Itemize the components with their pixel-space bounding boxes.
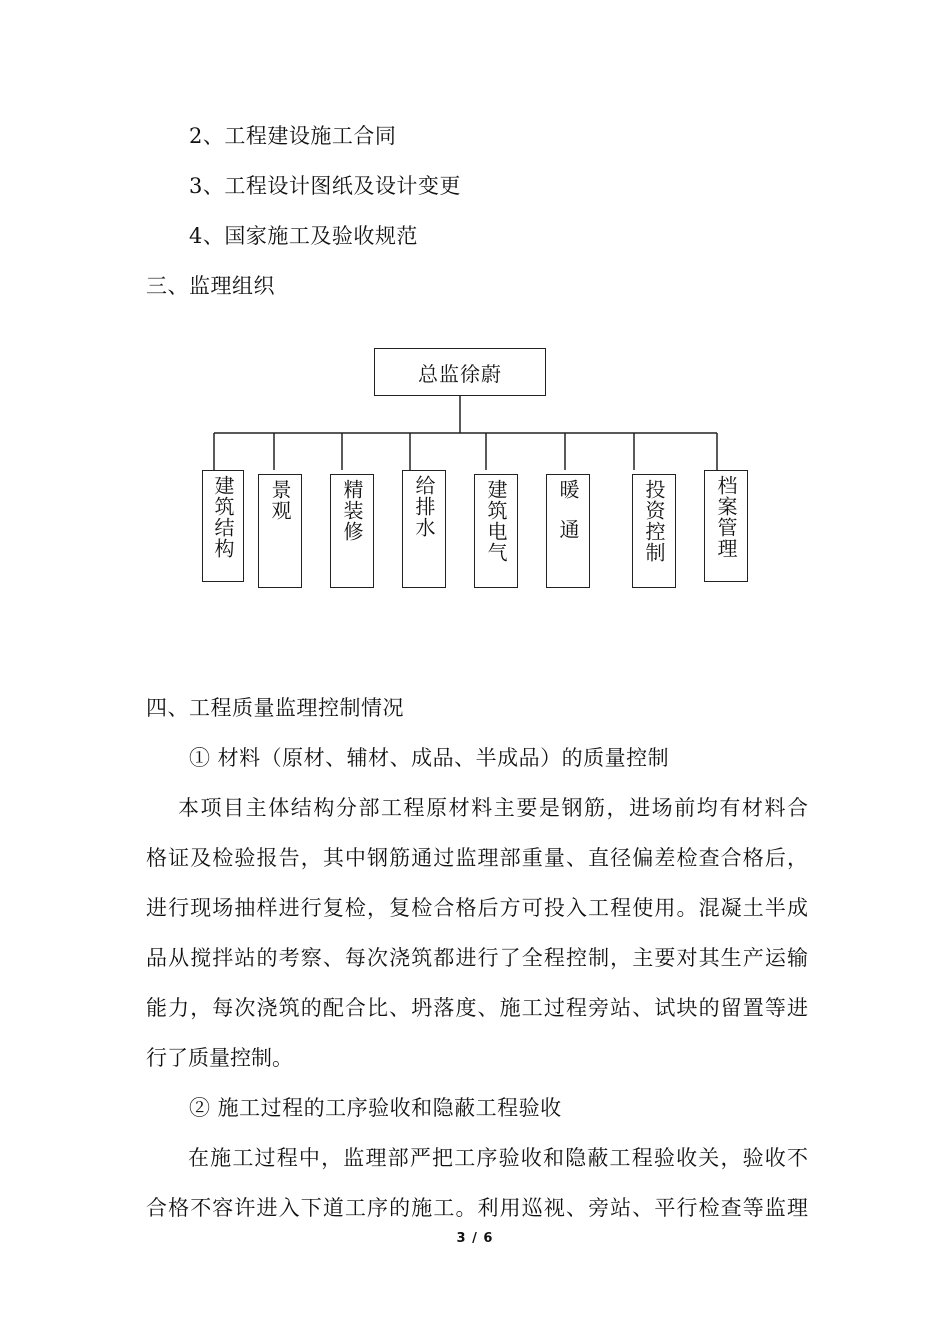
subheading-materials: ① 材料（原材、辅材、成品、半成品）的质量控制 bbox=[189, 746, 670, 770]
section-heading-quality-control: 四、工程质量监理控制情况 bbox=[146, 696, 404, 720]
org-dept-building-structure bbox=[202, 470, 244, 582]
org-dept-hvac bbox=[546, 474, 590, 588]
org-dept-landscape bbox=[258, 474, 302, 588]
org-dept-plumbing bbox=[402, 470, 446, 588]
org-dept-archive-management bbox=[704, 470, 748, 582]
section-heading-organization: 三、监理组织 bbox=[146, 274, 275, 298]
paragraph-line: 进行现场抽样进行复检，复检合格后方可投入工程使用。混凝土半成 bbox=[146, 896, 808, 920]
paragraph-line: 品从搅拌站的考察、每次浇筑都进行了全程控制，主要对其生产运输 bbox=[146, 946, 808, 970]
page-number: 3 / 6 bbox=[456, 1231, 494, 1246]
org-root-chief-supervisor: 总监徐蔚 bbox=[374, 348, 546, 396]
list-item-3: 3、工程设计图纸及设计变更 bbox=[189, 174, 461, 198]
paragraph-line: 能力，每次浇筑的配合比、坍落度、施工过程旁站、试块的留置等进 bbox=[146, 996, 808, 1020]
org-dept-label: 建筑结构 bbox=[211, 475, 235, 559]
list-item-2: 2、工程建设施工合同 bbox=[189, 124, 397, 148]
org-dept-label: 投资控制 bbox=[642, 479, 666, 563]
org-dept-label: 档案管理 bbox=[714, 475, 738, 559]
org-dept-electrical bbox=[474, 474, 518, 588]
list-item-4: 4、国家施工及验收规范 bbox=[189, 224, 418, 248]
org-dept-label: 暖通 bbox=[556, 479, 580, 559]
paragraph-line: 行了质量控制。 bbox=[146, 1046, 293, 1070]
org-dept-label: 给排水 bbox=[412, 475, 436, 538]
paragraph-line: 在施工过程中，监理部严把工序验收和隐蔽工程验收关，验收不 bbox=[188, 1146, 808, 1170]
paragraph-line: 合格不容许进入下道工序的施工。利用巡视、旁站、平行检查等监理 bbox=[146, 1196, 808, 1220]
subheading-process-inspection: ② 施工过程的工序验收和隐蔽工程验收 bbox=[189, 1096, 562, 1120]
org-chart bbox=[190, 340, 770, 600]
org-dept-label: 精装修 bbox=[340, 479, 364, 542]
org-dept-interior-finishing bbox=[330, 474, 374, 588]
org-dept-investment-control bbox=[632, 474, 676, 588]
org-dept-label: 建筑电气 bbox=[484, 479, 508, 563]
org-dept-label: 景观 bbox=[268, 479, 292, 521]
paragraph-line: 本项目主体结构分部工程原材料主要是钢筋，进场前均有材料合 bbox=[178, 796, 808, 820]
paragraph-line: 格证及检验报告，其中钢筋通过监理部重量、直径偏差检查合格后， bbox=[146, 846, 808, 870]
